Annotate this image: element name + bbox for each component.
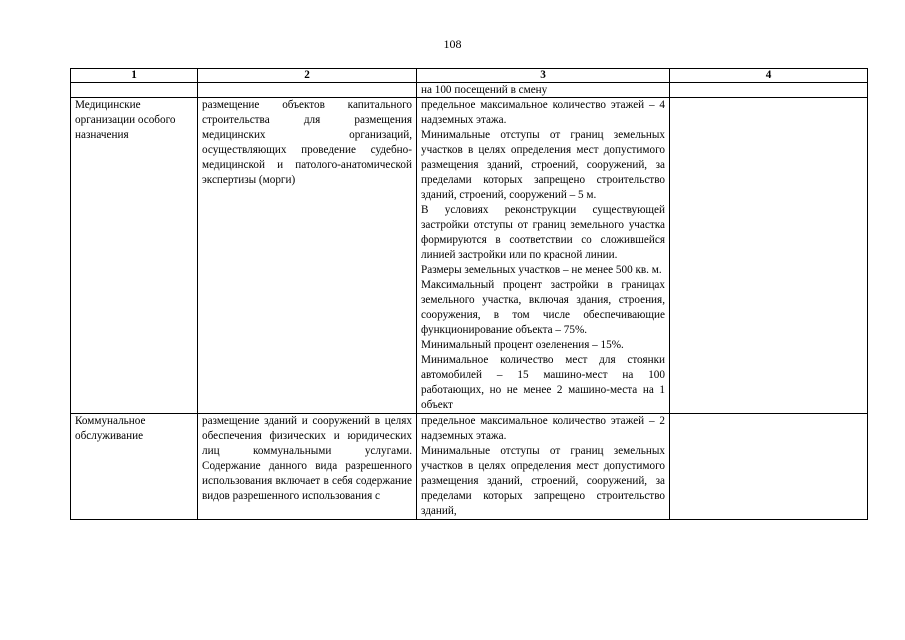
use-type-description: размещение зданий и сооружений в целях обеспечения физических и юридических лиц коммунальными услугами. Содержание данного вида разрешенного использования включает в себя содержание видов разрешенного использования с (198, 414, 417, 520)
parameter-paragraph: В условиях реконструкции существующей застройки отступы от границ земельного участка формируются в соответствии со сложившейся линией застройки или по красной линии. (421, 204, 665, 261)
column-header-1: 1 (71, 69, 198, 83)
use-type-parameters (417, 98, 670, 414)
continuation-cell-4 (670, 83, 868, 98)
regulations-table (70, 68, 868, 520)
parameter-paragraph: Максимальный процент застройки в границах земельного участка, включая здания, строения, сооружения, в том числе обеспечивающие функционирование объекта – 75%. (421, 279, 665, 336)
continuation-cell-3: на 100 посещений в смену (417, 83, 670, 98)
table-row (71, 98, 868, 414)
use-type-description: размещение объектов капитального строительства для размещения медицинских организаций, осуществляющих проведение судебно-медицинской и патолого-анатомической экспертизы (морги) (198, 98, 417, 414)
parameter-paragraph: предельное максимальное количество этажей – 4 надземных этажа. (421, 99, 665, 126)
use-type-name: Медицинские организации особого назначения (71, 98, 198, 414)
use-type-parameters (417, 414, 670, 520)
continuation-cell-2 (198, 83, 417, 98)
parameter-paragraph: Минимальные отступы от границ земельных участков в целях определения мест допустимого размещения зданий, строений, сооружений, за пределами которых запрещено строительство зданий, строений, сооружений – 5 м. (421, 129, 665, 201)
use-type-notes (670, 98, 868, 414)
column-header-4: 4 (670, 69, 868, 83)
parameter-paragraph: Размеры земельных участков – не менее 500 кв. м. (421, 264, 662, 276)
continuation-cell-1 (71, 83, 198, 98)
use-type-name: Коммунальное обслуживание (71, 414, 198, 520)
table-row (71, 414, 868, 520)
parameter-paragraph: Минимальные отступы от границ земельных участков в целях определения мест допустимого размещения зданий, строений, сооружений, за пределами которых запрещено строительство зданий, (421, 445, 665, 517)
use-type-notes (670, 414, 868, 520)
page-number: 108 (443, 37, 462, 51)
parameter-paragraph: предельное максимальное количество этажей – 2 надземных этажа. (421, 415, 665, 442)
column-header-2: 2 (198, 69, 417, 83)
column-header-3: 3 (417, 69, 670, 83)
table-header-row (71, 69, 868, 83)
continuation-row (71, 83, 868, 98)
parameter-paragraph: Минимальный процент озеленения – 15%. (421, 339, 624, 351)
parameter-paragraph: Минимальное количество мест для стоянки автомобилей – 15 машино-мест на 100 работающих, но не менее 2 машино-места на 1 объект (421, 354, 665, 411)
